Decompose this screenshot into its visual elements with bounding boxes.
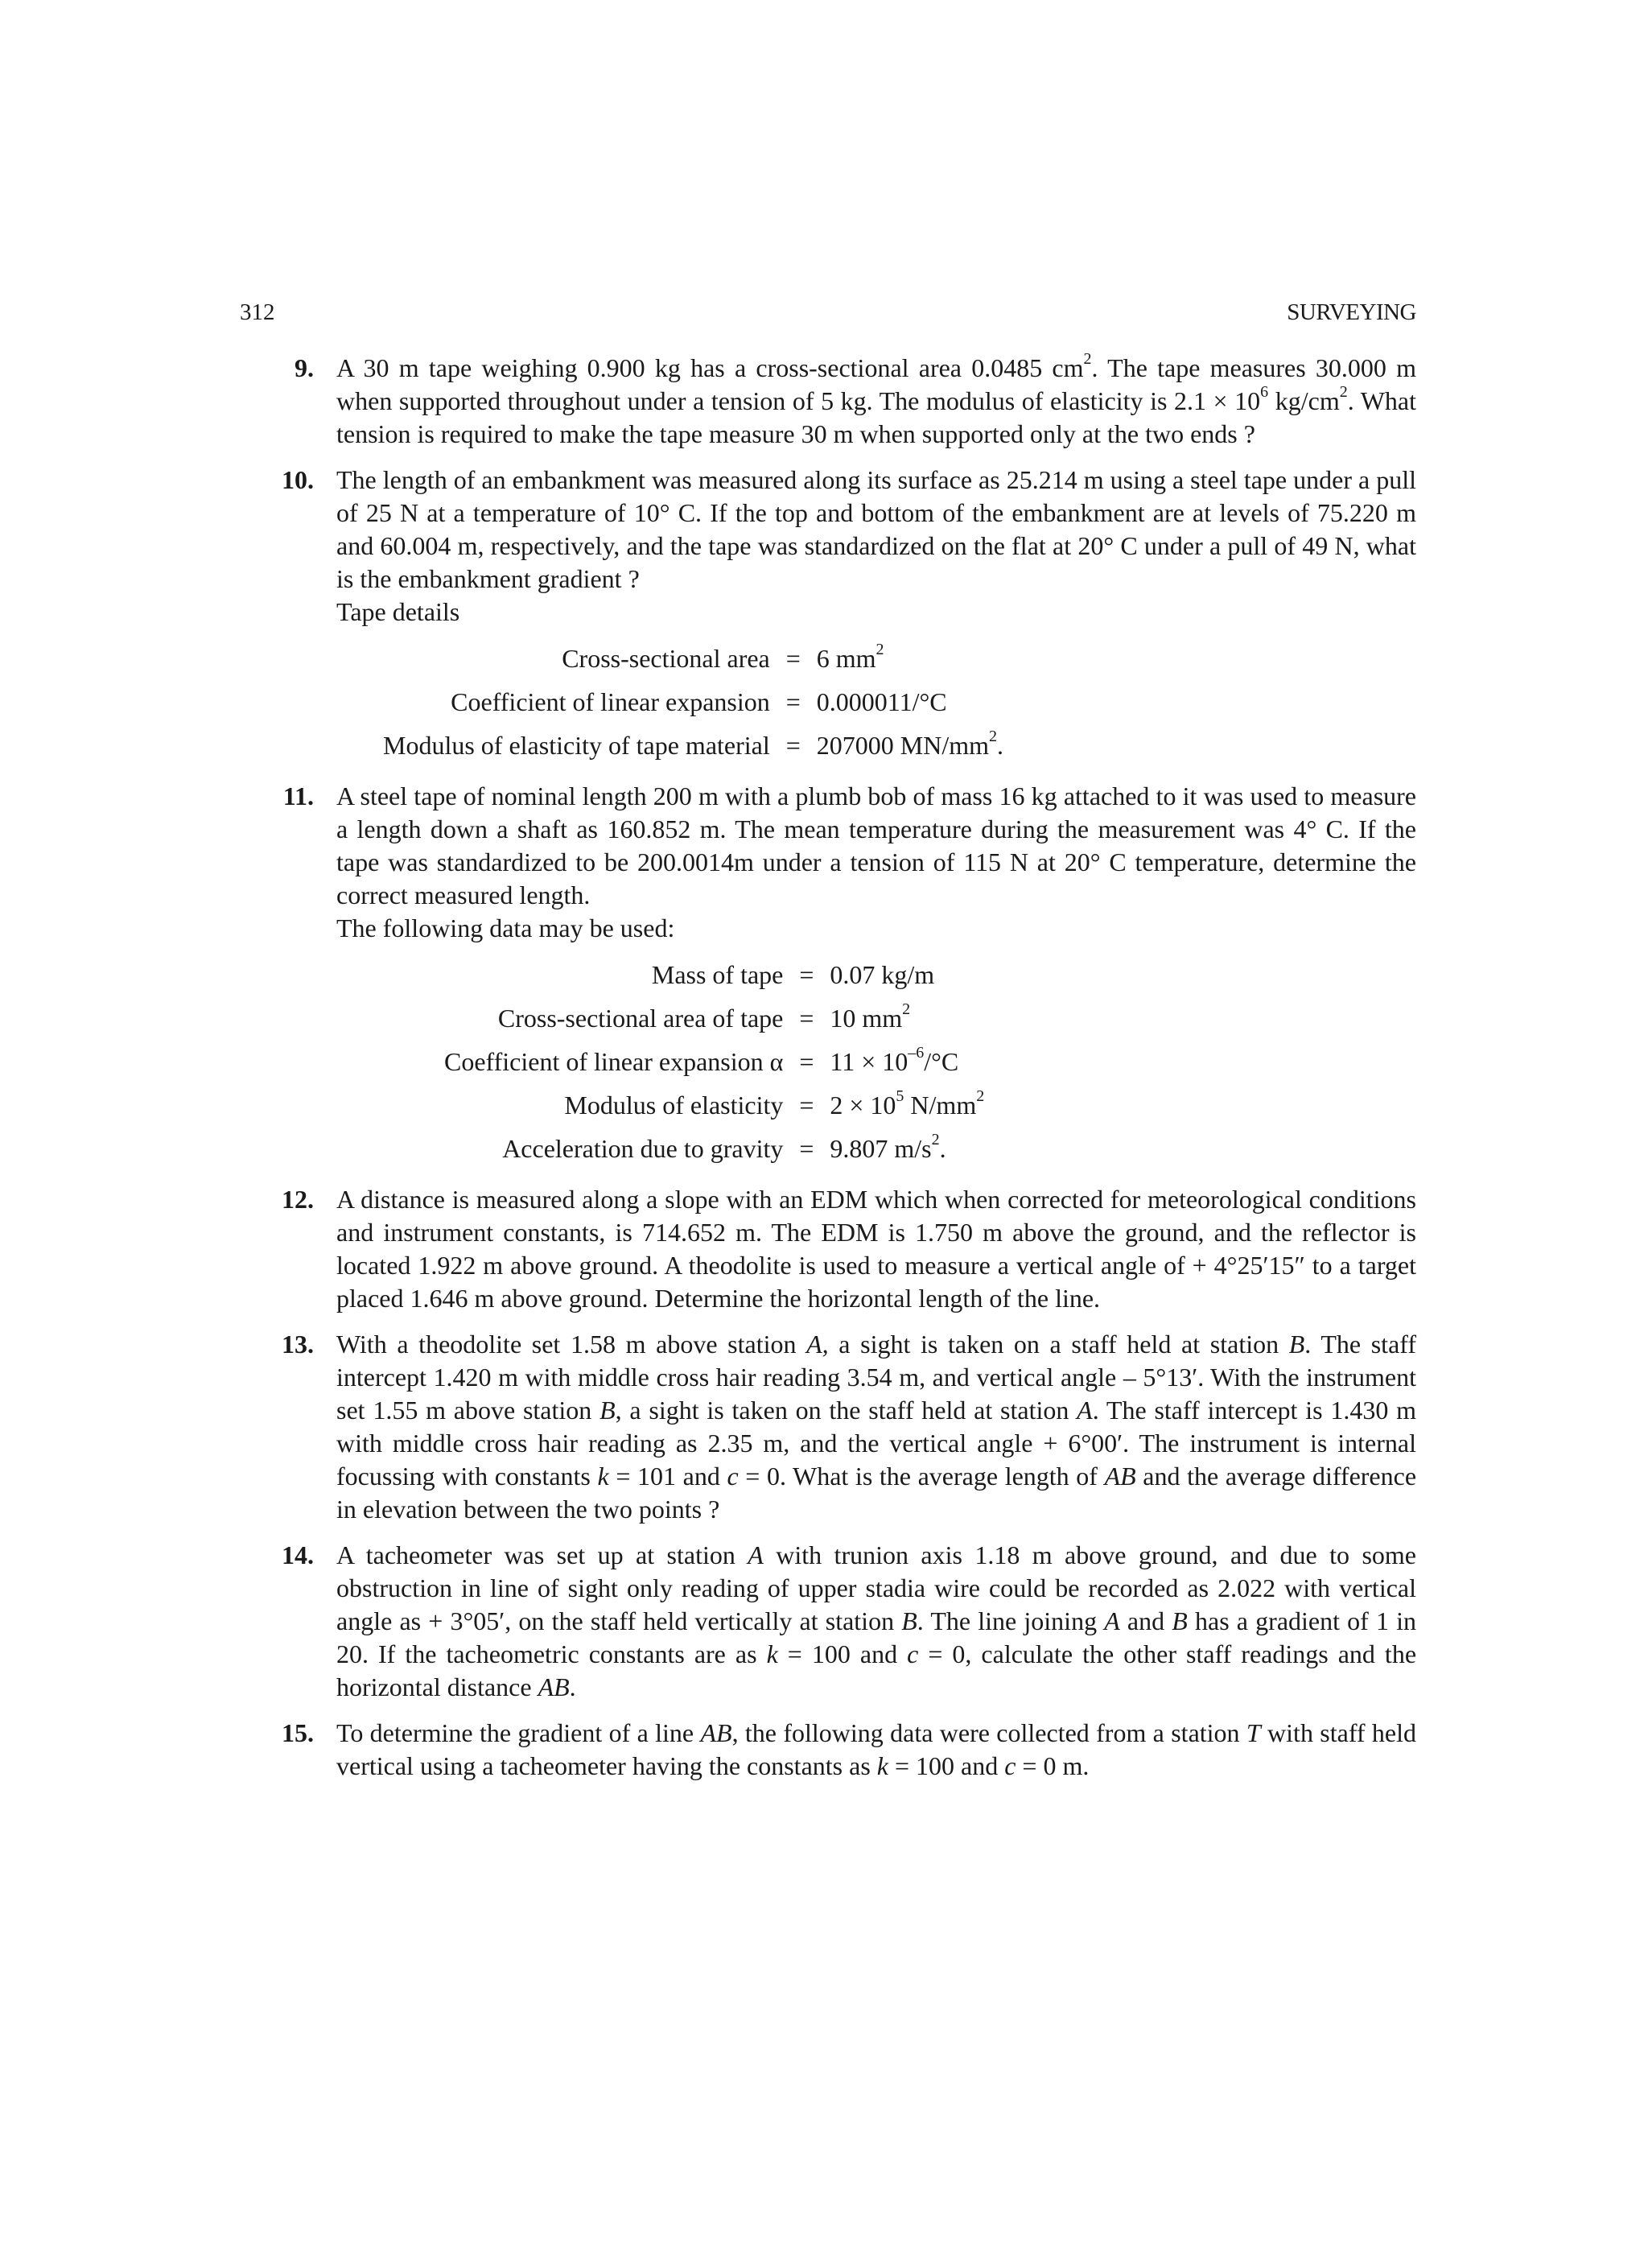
text-run: kg/cm: [1268, 386, 1340, 415]
italic-symbol: T: [1246, 1718, 1261, 1747]
running-head: [240, 299, 1416, 332]
text-run: 11 × 10: [830, 1046, 908, 1076]
italic-symbol: AB: [700, 1718, 732, 1747]
text-run: .: [569, 1672, 576, 1701]
data-label: Coefficient of linear expansion: [451, 687, 770, 716]
equals-sign: =: [799, 1003, 814, 1033]
data-row: [383, 637, 1003, 680]
italic-symbol: AB: [1104, 1462, 1136, 1491]
italic-symbol: A: [1104, 1606, 1120, 1635]
data-value: [817, 637, 1003, 680]
problem-text: [336, 1717, 1416, 1783]
italic-symbol: B: [901, 1606, 917, 1635]
superscript: 2: [1083, 350, 1092, 369]
problem-number: 12.: [282, 1185, 314, 1214]
text-run: = 100 and: [888, 1751, 1005, 1780]
data-row: [383, 680, 1003, 724]
problem-list: [274, 352, 1416, 1796]
text-run: has a gradient of 1 in 20. If the tacheometric constants are as: [336, 1606, 1417, 1668]
italic-symbol: c: [727, 1462, 739, 1491]
problem-14: [274, 1539, 1416, 1704]
data-value: [830, 1127, 984, 1170]
data-label: Cross-sectional area of tape: [497, 1003, 784, 1033]
text-run: 10 mm: [830, 1003, 903, 1033]
text-run: . The line joining: [917, 1606, 1105, 1635]
problem-number: 9.: [295, 353, 314, 382]
italic-symbol: AB: [538, 1672, 570, 1701]
equals-sign: =: [799, 1133, 814, 1163]
italic-symbol: k: [597, 1462, 609, 1491]
text-run: = 101 and: [608, 1462, 727, 1491]
problem-11: [274, 780, 1416, 1170]
data-value: [817, 724, 1003, 767]
data-label: Cross-sectional area: [562, 643, 770, 673]
data-label: Coefficient of linear expansion α: [444, 1046, 784, 1076]
text-run: /°C: [924, 1046, 959, 1076]
superscript: 5: [896, 1087, 904, 1105]
data-row: [444, 953, 984, 996]
problem-12: [274, 1183, 1416, 1315]
problem-number: 11.: [282, 781, 314, 810]
tape-details-table: [383, 637, 1003, 767]
data-value: 0.000011/°C: [816, 687, 947, 716]
superscript: 2: [988, 727, 997, 745]
text-run: 9.807 m/s: [830, 1133, 932, 1163]
italic-symbol: k: [876, 1751, 888, 1780]
text-run: , the following data were collected from a station: [731, 1718, 1246, 1747]
text-run: , a sight is taken on the staff held at station: [615, 1396, 1077, 1425]
problem-text: A distance is measured along a slope with an EDM which when corrected for meteorological conditions and instrument constants, is 714.652 m. The EDM is 1.750 m above the ground, and the reflector is located 1.922 m above ground. A theodolite is used to measure a vertical angle of + 4°25′15″ to a target placed 1.646 m above ground. Determine the horizontal length of the line.: [336, 1185, 1416, 1313]
data-lead: The following data may be used:: [336, 913, 675, 942]
text-run: and: [1119, 1606, 1172, 1635]
problem-15: [274, 1717, 1416, 1783]
problem-text: A steel tape of nominal length 200 m with a plumb bob of mass 16 kg attached to it was used to measure a length down a shaft as 160.852 m. The mean temperature during the measurement was 4° C. If the tape was standardized to be 200.0014m under a tension of 115 N at 20° C temperature, determine the correct measured length.: [336, 781, 1416, 909]
running-title: SURVEYING: [1287, 299, 1416, 325]
problem-number: 15.: [282, 1718, 314, 1747]
data-value: 0.07 kg/m: [830, 959, 935, 989]
problem-9: [274, 352, 1416, 451]
equals-sign: =: [785, 643, 801, 673]
data-label: Acceleration due to gravity: [502, 1133, 784, 1163]
text-run: = 100 and: [777, 1639, 908, 1668]
superscript: 2: [876, 640, 884, 658]
data-row: [444, 1127, 984, 1170]
text-run: = 0. What is the average length of: [738, 1462, 1105, 1491]
given-data-table: [444, 953, 984, 1170]
superscript: –6: [908, 1043, 925, 1062]
text-run: N/mm: [904, 1090, 977, 1120]
data-value: [830, 1083, 984, 1127]
data-label: Mass of tape: [651, 959, 784, 989]
problem-number: 13.: [282, 1330, 314, 1359]
problem-10: [274, 464, 1416, 767]
problem-text: [336, 1539, 1416, 1704]
superscript: 6: [1260, 383, 1269, 402]
text-run: With a theodolite set 1.58 m above station: [336, 1330, 807, 1359]
data-label: Modulus of elasticity of tape material: [383, 730, 770, 760]
problem-13: [274, 1328, 1416, 1526]
text-run: . The staff intercept is 1.430 m with middle cross hair reading as 2.35 m, and the vertical angle + 6°00′. The instrument is internal focussing with constants: [336, 1396, 1417, 1491]
text-run: To determine the gradient of a line: [336, 1718, 701, 1747]
italic-symbol: A: [1077, 1396, 1093, 1425]
problem-text: [336, 1328, 1416, 1526]
superscript: 2: [931, 1130, 940, 1148]
equals-sign: =: [785, 687, 801, 716]
data-row: [383, 724, 1003, 767]
data-value: [830, 996, 984, 1040]
text-run: 2 × 10: [830, 1090, 896, 1120]
text-run: . What tension is required to make the tape measure 30 m when supported only at the two ends ?: [336, 386, 1417, 448]
problem-text: The length of an embankment was measured along its surface as 25.214 m using a steel tape under a pull of 25 N at a temperature of 10° C. If the top and bottom of the embankment are at levels of 75.220 m and 60.004 m, respectively, and the tape was standardized on the flat at 20° C under a pull of 49 N, what is the embankment gradient ?: [336, 465, 1416, 593]
text-run: 207000 MN/mm: [816, 730, 989, 760]
text-run: A tacheometer was set up at station: [336, 1540, 748, 1569]
italic-symbol: A,: [806, 1330, 829, 1359]
text-run: . The staff intercept 1.420 m with middle cross hair reading 3.54 m, and vertical angle – 5°13′. With the instrument set 1.55 m above station: [336, 1330, 1417, 1425]
text-run: = 0 m.: [1016, 1751, 1090, 1780]
page-number: 312: [240, 299, 275, 325]
equals-sign: =: [799, 959, 814, 989]
text-run: with staff held vertical using a tacheometer having the constants as: [336, 1718, 1417, 1780]
superscript: 2: [902, 1000, 911, 1018]
superscript: 2: [1339, 383, 1348, 402]
text-run: A 30 m tape weighing 0.900 kg has a cross-sectional area 0.0485 cm: [336, 353, 1084, 382]
problem-number: 10.: [282, 465, 314, 494]
italic-symbol: c: [907, 1639, 919, 1668]
equals-sign: =: [785, 730, 801, 760]
italic-symbol: B: [599, 1396, 616, 1425]
text-run: = 0, calculate the other staff readings and the horizontal distance: [336, 1639, 1417, 1701]
data-row: [444, 1083, 984, 1127]
equals-sign: =: [799, 1090, 814, 1120]
data-value: [830, 1040, 984, 1083]
text-run: and the average difference in elevation between the two points ?: [336, 1462, 1417, 1524]
text-run: 6 mm: [816, 643, 876, 673]
italic-symbol: B: [1172, 1606, 1188, 1635]
italic-symbol: k: [766, 1639, 778, 1668]
text-run: .: [939, 1133, 946, 1163]
text-run: with trunion axis 1.18 m above ground, and due to some obstruction in line of sight only reading of upper stadia wire could be recorded as 2.022 with vertical angle as + 3°05′, on the staff held vertically at station: [336, 1540, 1417, 1635]
data-label: Modulus of elasticity: [564, 1090, 784, 1120]
data-lead: Tape details: [336, 597, 460, 626]
data-row: [444, 996, 984, 1040]
italic-symbol: A: [748, 1540, 764, 1569]
text-run: .: [996, 730, 1003, 760]
problem-number: 14.: [282, 1540, 314, 1569]
text-run: a sight is taken on a staff held at station: [828, 1330, 1289, 1359]
problem-text: [336, 352, 1416, 451]
data-row: [444, 1040, 984, 1083]
text-run: . The tape measures 30.000 m when supported throughout under a tension of 5 kg. The modulus of elasticity is 2.1 × 10: [336, 353, 1417, 415]
equals-sign: =: [799, 1046, 814, 1076]
italic-symbol: c: [1004, 1751, 1016, 1780]
italic-symbol: B: [1288, 1330, 1305, 1359]
superscript: 2: [976, 1087, 985, 1105]
